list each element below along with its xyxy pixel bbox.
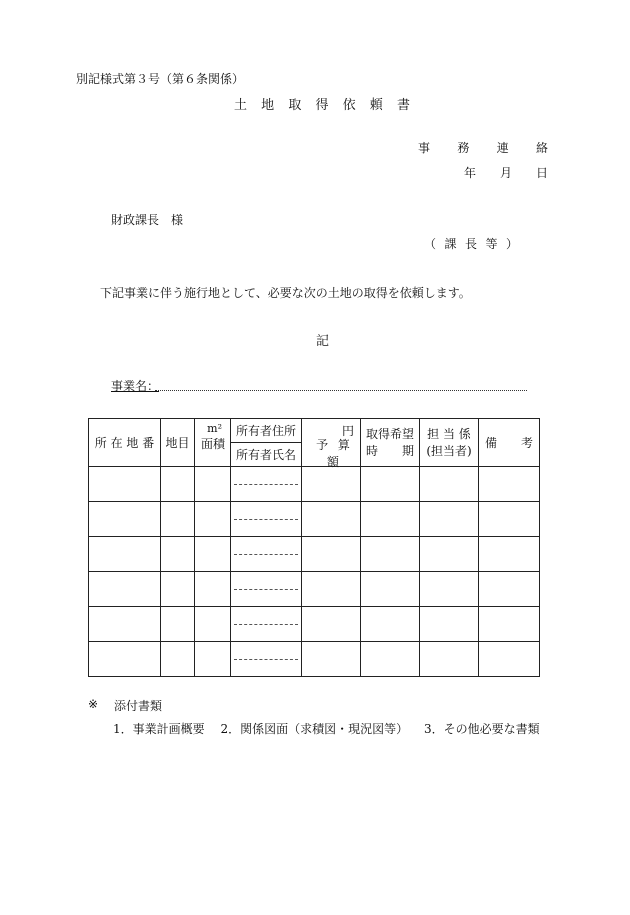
- header-location: 所 在 地 番: [89, 419, 161, 467]
- chief-char: （: [424, 237, 437, 251]
- cell-category[interactable]: [161, 502, 195, 537]
- table-row: [89, 572, 540, 607]
- form-number: 別記様式第３号（第６条関係）: [76, 72, 245, 86]
- chief-char: 長: [464, 237, 477, 251]
- cell-staff[interactable]: [420, 502, 479, 537]
- attachment-item: 1．事業計画概要: [113, 722, 205, 736]
- cell-staff[interactable]: [420, 537, 479, 572]
- cell-budget[interactable]: [302, 502, 361, 537]
- cell-category[interactable]: [161, 572, 195, 607]
- cell-area[interactable]: [195, 572, 231, 607]
- cell-category[interactable]: [161, 642, 195, 677]
- cell-remarks[interactable]: [479, 607, 540, 642]
- cell-staff[interactable]: [420, 572, 479, 607]
- cell-owner[interactable]: [231, 642, 302, 677]
- header-owner-address: 所有者住所: [231, 419, 302, 443]
- project-name-label: 事業名：: [111, 379, 160, 393]
- cell-timing[interactable]: [361, 607, 420, 642]
- request-text: 下記事業に伴う施行地として、必要な次の土地の取得を依頼します。: [100, 286, 471, 300]
- cell-remarks[interactable]: [479, 502, 540, 537]
- title-char: 地: [261, 98, 275, 113]
- reference-mark: ※: [88, 697, 99, 711]
- cell-remarks[interactable]: [479, 572, 540, 607]
- cell-staff[interactable]: [420, 467, 479, 502]
- chief-signature: [424, 235, 518, 252]
- cell-location[interactable]: [89, 502, 161, 537]
- header-budget: [302, 419, 361, 467]
- owner-divider: [234, 484, 298, 485]
- cell-owner[interactable]: [231, 502, 302, 537]
- office-char: 事: [418, 141, 431, 155]
- cell-timing[interactable]: [361, 537, 420, 572]
- project-name-field[interactable]: [155, 390, 527, 391]
- ki-heading: 記: [316, 334, 330, 349]
- office-char: 絡: [535, 141, 548, 155]
- cell-area[interactable]: [195, 502, 231, 537]
- budget-label: 予 算 額: [316, 438, 353, 469]
- owner-divider: [234, 589, 298, 590]
- cell-staff[interactable]: [420, 607, 479, 642]
- table-row: [89, 607, 540, 642]
- date-year: 年: [464, 166, 477, 180]
- cell-location[interactable]: [89, 642, 161, 677]
- area-unit: m²: [207, 422, 222, 435]
- land-table: [88, 418, 540, 677]
- cell-category[interactable]: [161, 607, 195, 642]
- cell-area[interactable]: [195, 537, 231, 572]
- staff-line-2: (担当者): [426, 443, 472, 458]
- cell-owner[interactable]: [231, 537, 302, 572]
- title-char: 土: [234, 98, 248, 113]
- attachments-list: [113, 720, 552, 737]
- header-area: [195, 419, 231, 467]
- attachment-item: 2．関係図面（求積図・現況図等）: [220, 722, 409, 736]
- header-land-category: 地目: [161, 419, 195, 467]
- cell-location[interactable]: [89, 572, 161, 607]
- cell-area[interactable]: [195, 467, 231, 502]
- cell-staff[interactable]: [420, 642, 479, 677]
- attachments-label: 添付書類: [114, 699, 163, 713]
- office-char: 務: [457, 141, 470, 155]
- timing-line-2: 時 期: [365, 443, 414, 458]
- owner-divider: [234, 659, 298, 660]
- chief-char: 課: [444, 237, 457, 251]
- date-day: 日: [535, 166, 548, 180]
- cell-remarks[interactable]: [479, 537, 540, 572]
- document-title: [234, 94, 410, 113]
- attachment-item: 3．その他必要な書類: [423, 722, 540, 736]
- header-remarks: 備 考: [479, 419, 540, 467]
- chief-char: 等: [485, 237, 498, 251]
- cell-budget[interactable]: [302, 572, 361, 607]
- cell-owner[interactable]: [231, 467, 302, 502]
- header-staff: [420, 419, 479, 467]
- cell-budget[interactable]: [302, 537, 361, 572]
- cell-remarks[interactable]: [479, 467, 540, 502]
- owner-divider: [234, 624, 298, 625]
- date-month: 月: [499, 166, 512, 180]
- date-line: [464, 164, 548, 181]
- cell-budget[interactable]: [302, 467, 361, 502]
- cell-timing[interactable]: [361, 502, 420, 537]
- chief-char: ）: [505, 237, 518, 251]
- cell-location[interactable]: [89, 607, 161, 642]
- timing-line-1: 取得希望: [365, 426, 414, 441]
- cell-timing[interactable]: [361, 642, 420, 677]
- cell-location[interactable]: [89, 467, 161, 502]
- owner-divider: [234, 554, 298, 555]
- table-row: [89, 537, 540, 572]
- cell-owner[interactable]: [231, 572, 302, 607]
- table-row: [89, 467, 540, 502]
- cell-location[interactable]: [89, 537, 161, 572]
- yen-unit: 円: [341, 424, 354, 438]
- owner-divider: [234, 519, 298, 520]
- cell-timing[interactable]: [361, 572, 420, 607]
- header-acquisition-timing: [361, 419, 420, 467]
- cell-owner[interactable]: [231, 607, 302, 642]
- cell-category[interactable]: [161, 467, 195, 502]
- table-row: [89, 502, 540, 537]
- staff-line-1: 担 当 係: [427, 426, 471, 441]
- title-char: 依: [342, 98, 356, 113]
- addressee: 財政課長 様: [111, 213, 184, 227]
- title-char: 書: [396, 98, 410, 113]
- table-row: [89, 642, 540, 677]
- area-label: 面積: [201, 437, 226, 451]
- cell-timing[interactable]: [361, 467, 420, 502]
- office-char: 連: [496, 141, 509, 155]
- cell-category[interactable]: [161, 537, 195, 572]
- title-char: 得: [315, 98, 329, 113]
- cell-budget[interactable]: [302, 642, 361, 677]
- cell-area[interactable]: [195, 607, 231, 642]
- cell-area[interactable]: [195, 642, 231, 677]
- cell-budget[interactable]: [302, 607, 361, 642]
- title-char: 取: [288, 98, 302, 113]
- cell-remarks[interactable]: [479, 642, 540, 677]
- header-owner-name: 所有者氏名: [231, 443, 302, 467]
- office-communication-label: [418, 139, 548, 156]
- title-char: 頼: [369, 98, 383, 113]
